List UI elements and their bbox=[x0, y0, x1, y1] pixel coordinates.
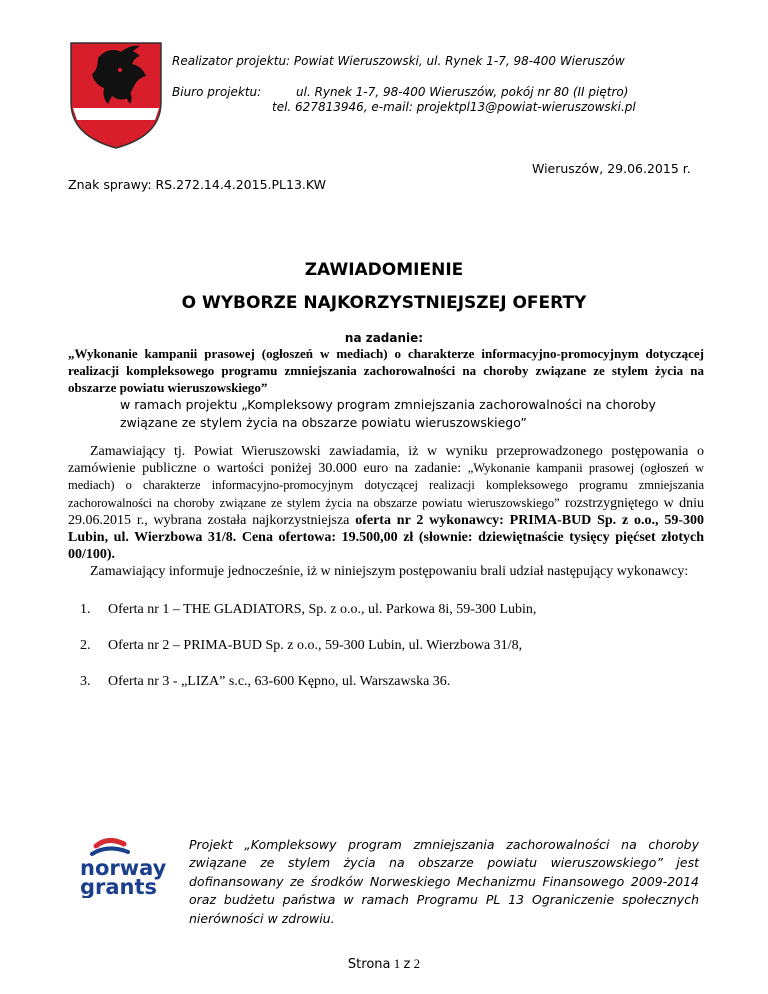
project-office-contact: tel. 627813946, e-mail: projektpl13@powiat-wieruszowski.pl bbox=[272, 100, 636, 114]
document-subtitle: O WYBORZE NAJKORZYSTNIEJSZEJ OFERTY bbox=[181, 293, 587, 313]
list-item-number: 1. bbox=[80, 602, 91, 617]
logo-word-norway: norway bbox=[80, 856, 167, 880]
project-office-label: Biuro projektu: bbox=[172, 85, 262, 99]
notice-paragraph-2: Zamawiający informuje jednocześnie, iż w niniejszym postępowaniu brali udział następujący wykonawcy: bbox=[90, 564, 689, 580]
project-realizator: Realizator projektu: Powiat Wieruszowski, ul. Rynek 1-7, 98-400 Wieruszów bbox=[172, 54, 625, 68]
list-item-text: Oferta nr 1 – THE GLADIATORS, Sp. z o.o., ul. Parkowa 8i, 59-300 Lubin, bbox=[108, 602, 537, 617]
page-current: 1 bbox=[393, 956, 401, 971]
logo-arc-red bbox=[96, 840, 124, 846]
list-item bbox=[80, 673, 700, 709]
notice-body bbox=[68, 443, 704, 581]
task-label: na zadanie: bbox=[344, 331, 424, 345]
list-item-number: 3. bbox=[80, 674, 91, 689]
winning-offer: oferta nr 2 wykonawcy: PRIMA-BUD Sp. z o.o., 59-300 Lubin, ul. Wierzbowa 31/8. Cena ofertowa: 19.500,00 zł (słownie: dziewiętnaście tysięcy pięćset złotych 00/100). bbox=[68, 512, 704, 563]
document-date: Wieruszów, 29.06.2015 r. bbox=[532, 161, 691, 176]
list-item-number: 2. bbox=[80, 638, 91, 653]
logo-word-grants: grants bbox=[80, 875, 158, 898]
case-number: Znak sprawy: RS.272.14.4.2015.PL13.KW bbox=[68, 177, 327, 192]
logo-arc-navy bbox=[92, 848, 128, 854]
list-item-text: Oferta nr 3 - „LIZA” s.c., 63-600 Kępno, ul. Warszawska 36. bbox=[108, 674, 451, 689]
body-resolution-text: rozstrzygniętego w dniu 29.06.2015 r., wybrana została najkorzystniejsza bbox=[68, 495, 704, 528]
norway-grants-logo bbox=[78, 838, 170, 898]
funding-statement: Projekt „Kompleksowy program zmniejszania zachorowalności na choroby związane ze stylem życia na obszarze powiatu wieruszowskiego” jest dofinansowany ze środków Norweskiego Mechanizmu Finansowego 2009-2014 oraz budżetu państwa w ramach Programu PL 13 Ograniczenie społecznych nierówności w zdrowiu. bbox=[189, 837, 699, 926]
notice-paragraph-1 bbox=[68, 443, 704, 563]
task-description: „Wykonanie kampanii prasowej (ogłoszeń w mediach) o charakterze informacyjno-promocyjnym dotyczącej realizacji kompleksowego programu zmniejszania zachorowalności na choroby związane ze stylem życia na obszarze powiatu wieruszowskiego” bbox=[68, 346, 704, 395]
project-office-address: ul. Rynek 1-7, 98-400 Wieruszów, pokój nr 80 (II piętro) bbox=[296, 85, 629, 99]
list-item-text: Oferta nr 2 – PRIMA-BUD Sp. z o.o., 59-300 Lubin, ul. Wierzbowa 31/8, bbox=[108, 638, 523, 653]
list-item bbox=[80, 601, 700, 637]
document-title: ZAWIADOMIENIE bbox=[304, 260, 464, 280]
offers-list bbox=[80, 601, 700, 709]
page-label: Strona bbox=[347, 957, 391, 972]
body-task-name: „Wykonanie kampanii prasowej (ogłoszeń w mediach) o charakterze informacyjno-promocyjnym dotyczącej realizacji kompleksowego programu zmniejszania zachorowalności na choroby związane ze stylem życia na obszarze powiatu wieruszowskiego” bbox=[68, 461, 704, 510]
page-of: z bbox=[403, 957, 411, 972]
page-total: 2 bbox=[413, 956, 421, 971]
list-item bbox=[80, 637, 700, 673]
project-reference: w ramach projektu „Kompleksowy program zmniejszania zachorowalności na choroby związane ze stylem życia na obszarze powiatu wieruszowskiego” bbox=[120, 397, 656, 430]
coat-of-arms-logo bbox=[68, 40, 164, 150]
page-number bbox=[0, 956, 768, 972]
body-intro-text: Zamawiający tj. Powiat Wieruszowski zawiadamia, iż w wyniku przeprowadzonego postępowania o zamówienie publiczne o wartości poniżej 30.000 euro na zadanie: bbox=[68, 444, 704, 477]
